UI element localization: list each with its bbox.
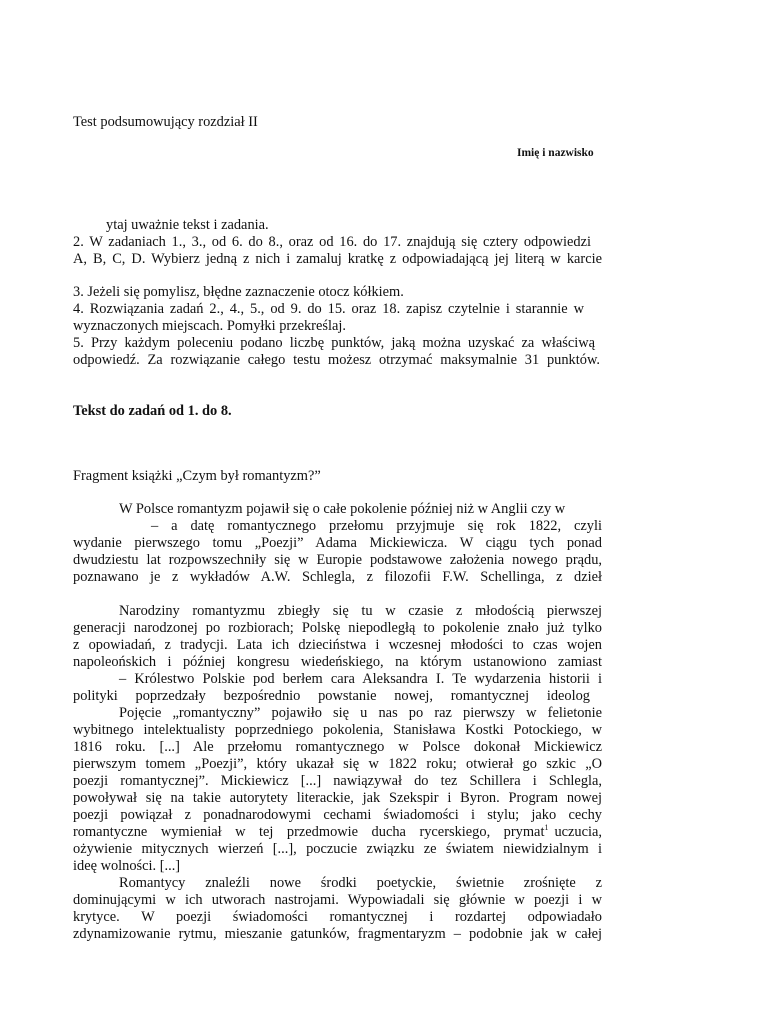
text-line: ideę wolności. [...] [73, 858, 181, 874]
text-line: – Królestwo Polskie pod berłem cara Aleksandra I. Te wydarzenia historii i [119, 671, 602, 687]
text-line: wybitnego intelektualisty poprzedniego pokolenia, Stanisława Kostki Potockiego, w [73, 722, 602, 738]
text-line: poezji powiązał z ponadnarodowymi cechami świadomości i stylu; jako cechy [73, 807, 602, 823]
text-line: Narodziny romantyzmu zbiegły się tu w czasie z młodością pierwszej [119, 603, 602, 619]
text-line: napoleońskich i później kongresu wiedeńskiego, na którym ustanowiono zamiast [73, 654, 602, 670]
text-line: generacji narodzonej po rozbiorach; Polskę niepodległą to pokolenie znało już tylko [73, 620, 602, 636]
text-line: wydanie pierwszego tomu „Poezji” Adama Mickiewicza. W ciągu tych ponad [73, 535, 602, 551]
instruction-line: odpowiedź. Za rozwiązanie całego testu możesz otrzymać maksymalnie 31 punktów. [73, 352, 600, 368]
text-line: 1816 roku. [...] Ale przełomu romantycznego w Polsce dokonał Mickiewicz [73, 739, 602, 755]
instruction-line: ytaj uważnie tekst i zadania. [106, 217, 269, 233]
text-line: ożywienie mitycznych wierzeń [...], poczucie związku ze światem niewidzialnym i [73, 841, 602, 857]
text-line: z opowiadań, z tradycji. Lata ich dzieciństwa i wczesnej młodości to czas wojen [73, 637, 602, 653]
text-line: dominującymi w ich utworach nastrojami. Wypowiadali się głównie w poezji i w [73, 892, 602, 908]
text-line: Romantycy znaleźli nowe środki poetyckie, świetnie zrośnięte z [119, 875, 602, 891]
page-title: Test podsumowujący rozdział II [73, 114, 258, 130]
name-label: Imię i nazwisko [517, 147, 594, 159]
text-line: polityki poprzedzały bezpośrednio powstanie nowej, romantycznej ideolog [73, 688, 590, 704]
text-line: W Polsce romantyzm pojawił się o całe pokolenie później niż w Anglii czy w [119, 501, 566, 517]
instruction-line: A, B, C, D. Wybierz jedną z nich i zamaluj kratkę z odpowiadającą jej literą w karcie [73, 251, 602, 267]
instruction-line: 2. W zadaniach 1., 3., od 6. do 8., oraz od 16. do 17. znajdują się cztery odpowiedzi [73, 234, 591, 250]
text-line [73, 824, 602, 841]
fragment-title: Fragment książki „Czym był romantyzm?” [73, 468, 321, 484]
text-segment: uczucia, [554, 824, 602, 840]
text-line: poezji romantycznej”. Mickiewicz [...] nawiązywał do tez Schillera i Schlegla, [73, 773, 602, 789]
instruction-line: wyznaczonych miejscach. Pomyłki przekreślaj. [73, 318, 346, 334]
section-heading: Tekst do zadań od 1. do 8. [73, 403, 232, 419]
footnote-mark: 1 [544, 823, 549, 833]
text-line: poznawano je z wykładów A.W. Schlegla, z filozofii F.W. Schellinga, z dzieł [73, 569, 602, 585]
text-line: krytyce. W poezji świadomości romantycznej i rozdartej odpowiadało [73, 909, 602, 925]
text-line: Pojęcie „romantyczny” pojawiło się u nas po raz pierwszy w felietonie [119, 705, 602, 721]
text-segment: romantyczne wymieniał w tej przedmowie ducha rycerskiego, prymat [73, 824, 545, 840]
instruction-line: 5. Przy każdym poleceniu podano liczbę punktów, jaką można uzyskać za właściwą [73, 335, 595, 351]
instruction-line: 3. Jeżeli się pomylisz, błędne zaznaczenie otocz kółkiem. [73, 284, 404, 300]
text-line: powoływał się na takie autorytety literackie, jak Szekspir i Byron. Program nowej [73, 790, 602, 806]
text-line: – a datę romantycznego przełomu przyjmuje się rok 1822, czyli [151, 518, 602, 534]
instruction-line: 4. Rozwiązania zadań 2., 4., 5., od 9. do 15. oraz 18. zapisz czytelnie i starannie w [73, 301, 584, 317]
text-line: dwudziestu lat rozpowszechniły się w Europie podstawowe założenia nowego prądu, [73, 552, 602, 568]
text-line: pierwszym tomem „Poezji”, który ukazał się w 1822 roku; otwierał go szkic „O [73, 756, 602, 772]
text-line: zdynamizowanie rytmu, mieszanie gatunków, fragmentaryzm – podobnie jak w całej [73, 926, 602, 942]
text-line-segment [73, 824, 544, 841]
